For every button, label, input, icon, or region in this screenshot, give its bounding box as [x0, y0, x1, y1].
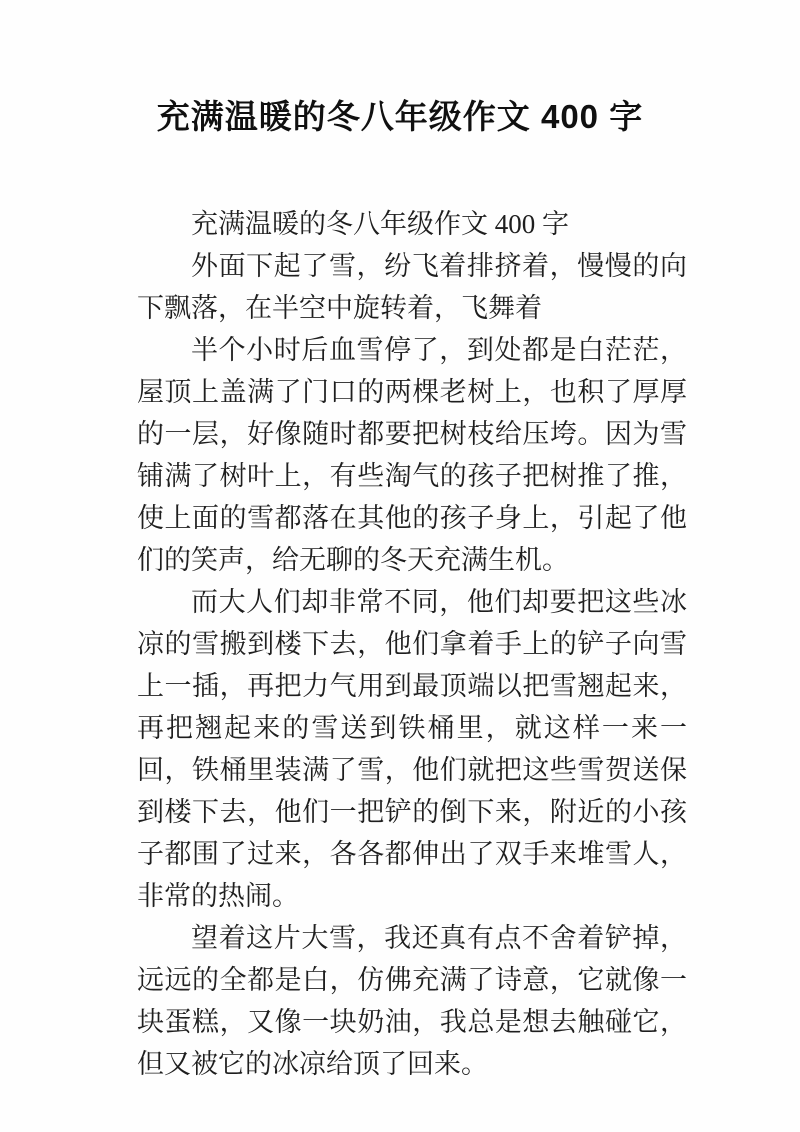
essay-paragraph-title-line: 充满温暖的冬八年级作文 400 字	[191, 209, 569, 239]
essay-paragraph: 望着这片大雪，我还真有点不舍着铲掉，远远的全都是白，仿佛充满了诗意，它就像一块蛋糕，又像一块奶油，我总是想去触碰它，但又被它的冰凉给顶了回来。	[137, 923, 687, 1079]
document-body	[137, 203, 687, 1085]
essay-paragraph: 外面下起了雪，纷飞着排挤着，慢慢的向下飘落，在半空中旋转着，飞舞着	[137, 251, 687, 323]
document-title: 充满温暖的冬八年级作文 400 字	[156, 98, 644, 135]
essay-paragraph: 而大人们却非常不同，他们却要把这些冰凉的雪搬到楼下去，他们拿着手上的铲子向雪上一插，再把力气用到最顶端以把雪翘起来，再把翘起来的雪送到铁桶里，就这样一来一回，铁桶里装满了雪，他们就把这些雪贺送保到楼下去，他们一把铲的倒下来，附近的小孩子都围了过来，各各都伸出了双手来堆雪人，非常的热闹。	[137, 587, 687, 911]
essay-paragraph: 半个小时后血雪停了，到处都是白茫茫，屋顶上盖满了门口的两棵老树上，也积了厚厚的一层，好像随时都要把树枝给压垮。因为雪铺满了树叶上，有些淘气的孩子把树推了推，使上面的雪都落在其他的孩子身上，引起了他们的笑声，给无聊的冬天充满生机。	[137, 335, 687, 575]
